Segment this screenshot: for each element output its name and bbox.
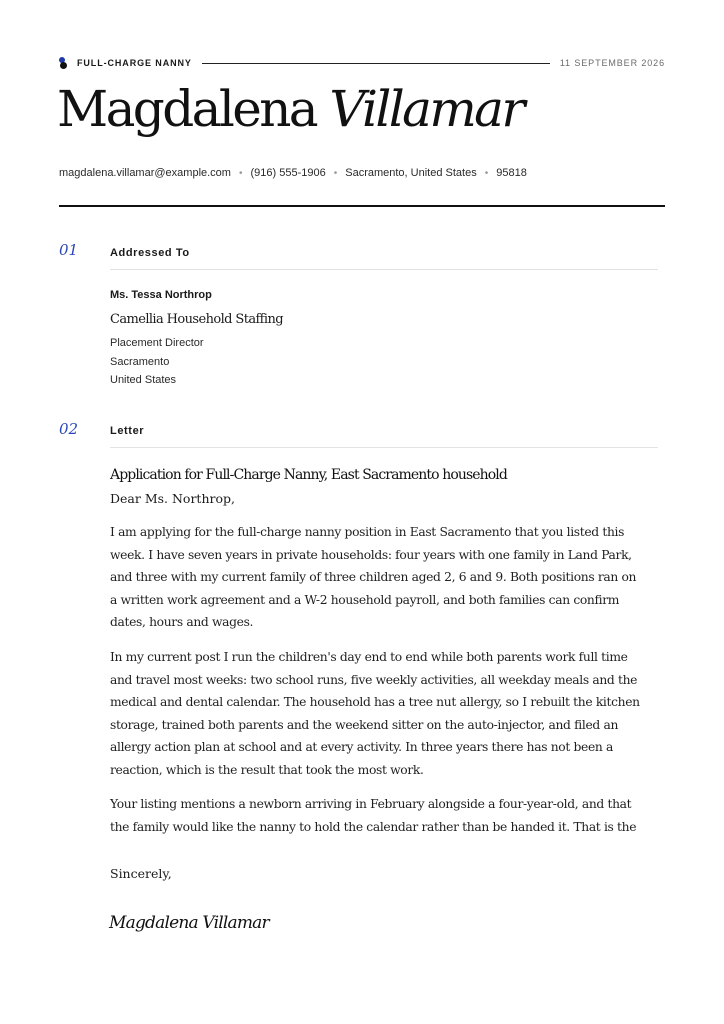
contact-location: Sacramento, United States [345, 167, 477, 179]
paragraph-line: allergy action plan at school and at every activity. In three years there has not been a [110, 740, 613, 755]
paragraph-line: and travel most weeks: two school runs, five weekly activities, all weekday meals and the [110, 672, 638, 687]
letter-salutation: Dear Ms. Northrop, [110, 491, 235, 506]
recipient-company: Camellia Household Staffing [110, 312, 283, 327]
contact-phone: (916) 555-1906 [250, 167, 326, 179]
separator-dot: • [484, 167, 489, 179]
paragraph-line: reaction, which is the result that took the most work. [110, 762, 424, 777]
section-number-addressed: 01 [59, 241, 79, 259]
paragraph-line: Your listing mentions a newborn arriving in February alongside a four-year-old, and that [110, 797, 632, 811]
paragraph-line: medical and dental calendar. The household has a tree nut allergy, so I rebuilt the kitchen [110, 695, 640, 710]
header-divider [59, 205, 665, 207]
letter-signature: Magdalena Villamar [109, 913, 269, 933]
document-meta-bar [59, 55, 665, 71]
letter-paragraph [110, 793, 670, 838]
separator-dot: • [238, 167, 243, 179]
paragraph-line: a written work agreement and a W-2 household payroll, and both families can confirm [110, 592, 620, 607]
first-name: Magdalena [57, 80, 317, 138]
section-number-letter: 02 [59, 420, 79, 438]
paragraph-line: week. I have seven years in private households: four years with one family in Land Park, [110, 547, 632, 562]
section-title-addressed: Addressed To [110, 247, 190, 259]
section-divider [110, 269, 658, 270]
last-name: Villamar [329, 80, 523, 138]
document-type-label: FULL-CHARGE NANNY [77, 58, 192, 68]
section-divider [110, 447, 658, 448]
letter-paragraph [110, 521, 670, 634]
applicant-name [57, 82, 523, 137]
paragraph-line: storage, trained both parents and the weekend sitter on the auto-injector, and filed an [110, 717, 619, 732]
logo-mark-icon [59, 57, 69, 69]
paragraph-line: I am applying for the full-charge nanny position in East Sacramento that you listed this [110, 525, 625, 539]
recipient-name: Ms. Tessa Northrop [110, 289, 212, 301]
recipient-country: United States [110, 374, 177, 386]
contact-row [59, 167, 527, 179]
paragraph-line: and three with my current family of three children aged 2, 6 and 9. Both positions ran on [110, 570, 637, 585]
paragraph-line: the family would like the nanny to hold the calendar rather than be handed it. That is the [110, 819, 637, 834]
paragraph-line: dates, hours and wages. [110, 615, 254, 630]
letter-subject: Application for Full-Charge Nanny, East Sacramento household [110, 467, 507, 483]
contact-email: magdalena.villamar@example.com [59, 167, 231, 179]
letter-paragraph [110, 646, 670, 782]
paragraph-line: In my current post I run the children's day end to end while both parents work full time [110, 650, 628, 664]
section-title-letter: Letter [110, 425, 145, 437]
document-date: 11 SEPTEMBER 2026 [559, 58, 665, 68]
contact-zip: 95818 [496, 167, 527, 179]
recipient-city: Sacramento [110, 356, 170, 368]
letter-closing: Sincerely, [110, 866, 172, 881]
recipient-role: Placement Director [110, 337, 204, 349]
divider [202, 63, 550, 64]
separator-dot: • [333, 167, 338, 179]
